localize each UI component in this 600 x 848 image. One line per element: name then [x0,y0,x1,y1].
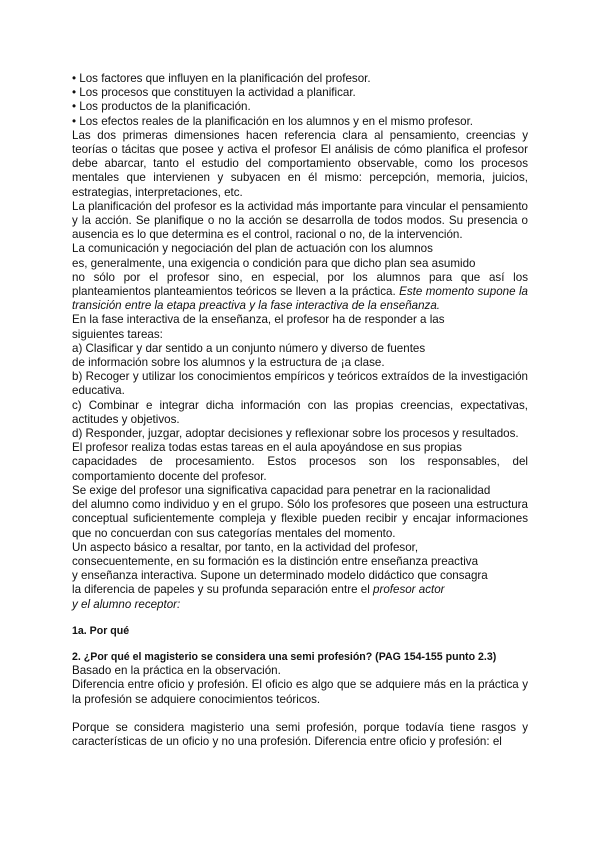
answer-diferencia: Diferencia entre oficio y profesión. El oficio es algo que se adquiere más en la práctica y la profesión se adquiere conocimientos teóricos. [72,678,528,706]
heading-1a: 1a. Por qué [72,624,130,637]
paragraph-aspecto-italic: profesor actor [373,583,445,597]
paragraph-dimensiones: Las dos primeras dimensiones hacen referencia clara al pensamiento, creencias y teorías o tácitas que posee y activa el profesor El análisis de cómo planifica el profesor debe abarcar, tanto el estudio del comportamiento observable, como los procesos mentales que intervienen y subyacen en él mismo: percepción, memoria, juicios, estrategias, interpretaciones, etc. [72,128,528,199]
paragraph-exige-line: Se exige del profesor una significativa capacidad para penetrar en la racionalidad [72,483,491,497]
paragraph-fase-line: siguientes tareas: [72,327,163,341]
spacer [72,638,528,650]
bullet-item: • Los efectos reales de la planificación en los alumnos y en el mismo profesor. [72,115,528,129]
task-a-line: de información sobre los alumnos y la estructura de ¡a clase. [72,356,385,370]
task-c: c) Combinar e integrar dicha información con las propias creencias, expectativas, actitudes y objetivos. [72,398,528,426]
paragraph-comunicacion-line: La comunicación y negociación del plan de actuación con los alumnos [72,242,433,256]
paragraph-comunicacion-line: es, generalmente, una exigencia o condición para que dicho plan sea asumido [72,256,476,270]
paragraph-aspecto-line: consecuentemente, en su formación es la distinción entre enseñanza preactiva [72,554,479,568]
paragraph-comunicacion-italic: Este momento supone la transición entre la etapa preactiva y la fase interactiva de la enseñanza. [72,285,528,313]
task-d: d) Responder, juzgar, adoptar decisiones y reflexionar sobre los procesos y resultados. [72,427,519,441]
answer-basado: Basado en la práctica en la observación. [72,664,281,678]
bullet-item: • Los productos de la planificación. [72,100,528,114]
paragraph-aspecto-line: y enseñanza interactiva. Supone un determinado modelo didáctico que consagra [72,569,488,583]
task-b: b) Recoger y utilizar los conocimientos empíricos y teóricos extraídos de la investigación educativa. [72,370,528,398]
heading-question-2: 2. ¿Por qué el magisterio se considera una semi profesión? (PAG 154-155 punto 2.3) [72,650,497,663]
paragraph-exige: del alumno como individuo y en el grupo. Sólo los profesores que poseen una estructura conceptual suficientemente compleja y flexible pueden recibir y encajar informaciones que no concuerdan con sus categorías mentales del momento. [72,498,528,540]
paragraph-comunicacion [72,271,528,314]
paragraph-planificacion: La planificación del profesor es la actividad más importante para vincular el pensamiento y la acción. Se planifique o no la acción se desarrolla de todos modos. Su presencia o ausencia es lo que determina es el control, racional o no, de la intervención. [72,199,528,242]
bullet-item: • Los procesos que constituyen la actividad a planificar. [72,86,528,100]
paragraph-aula-line: El profesor realiza todas estas tareas en el aula apoyándose en sus propias [72,441,462,455]
paragraph-aspecto-italic-line: y el alumno receptor: [72,597,181,611]
paragraph-comunicacion-text: no sólo por el profesor sino, en especial, por los alumnos para que así los planteamientos planteamientos teóricos se lleven a la práctica. [72,270,528,299]
paragraph-fase-line: En la fase interactiva de la enseñanza, el profesor ha de responder a las [72,313,445,327]
document-body [72,72,528,749]
bullet-item: • Los factores que influyen en la planificación del profesor. [72,72,528,86]
answer-porque: Porque se considera magisterio una semi profesión, porque todavía tiene rasgos y características de un oficio y no una profesión. Diferencia entre oficio y profesión: el [72,720,528,748]
spacer [72,612,528,624]
spacer [72,707,528,721]
paragraph-aspecto-text: la diferencia de papeles y su profunda separación entre el [72,583,370,597]
paragraph-aspecto-line [72,583,528,597]
paragraph-aspecto-line: Un aspecto básico a resaltar, por tanto, en la actividad del profesor, [72,540,419,554]
paragraph-aula: capacidades de procesamiento. Estos procesos son los responsables, del comportamiento docente del profesor. [72,455,528,483]
task-a-line: a) Clasificar y dar sentido a un conjunto número y diverso de fuentes [72,341,426,355]
